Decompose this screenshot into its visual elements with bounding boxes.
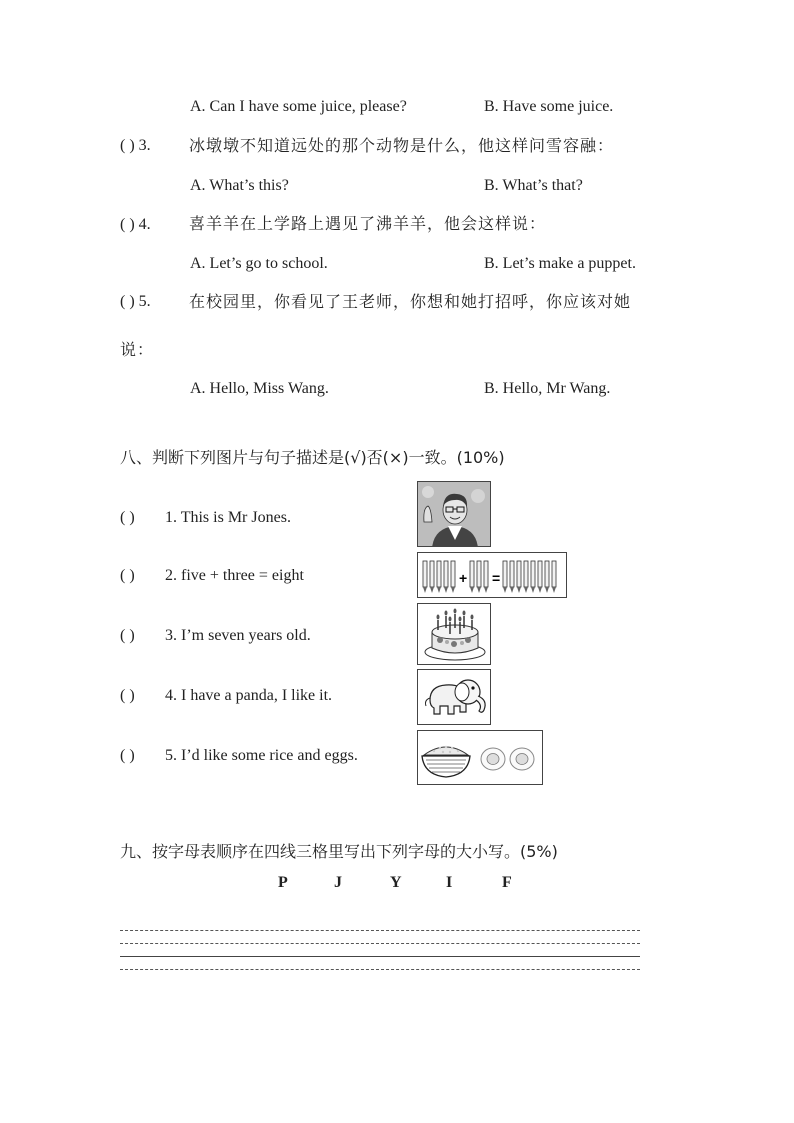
letter-y: Y [390,874,402,891]
section-9-title: 九、按字母表顺序在四线三格里写出下列字母的大小写。(5%) [120,842,558,861]
q5-stem: 在校园里，你看见了王老师，你想和她打招呼，你应该对她 [189,292,632,311]
p8-q2-text: 2. five + three = eight [165,567,304,584]
svg-text:=: = [492,570,501,586]
q2-option-a: A. Can I have some juice, please? [190,98,407,115]
q4-stem: 喜羊羊在上学路上遇见了沸羊羊，他会这样说： [189,214,547,233]
q5-answer-blank[interactable]: ( ) 5. [120,293,151,310]
p8-q3-text: 3. I’m seven years old. [165,627,311,644]
pencil-icon [517,561,521,593]
elephant-picture [417,669,491,725]
p8-q1-answer-blank[interactable]: ( ) [120,509,135,526]
grid-line-1 [120,930,640,931]
p8-q1-text: 1. This is Mr Jones. [165,509,291,526]
q5-option-b: B. Hello, Mr Wang. [484,380,611,397]
birthday-cake-picture [417,603,491,665]
q4-option-b: B. Let’s make a puppet. [484,255,636,272]
p8-q4-answer-blank[interactable]: ( ) [120,687,135,704]
rice-and-eggs-picture [417,730,543,785]
p8-q4-text: 4. I have a panda, I like it. [165,687,333,704]
pencil-icon [437,561,441,593]
letter-p: P [278,874,288,891]
pencil-icon [477,561,481,593]
svg-text:+: + [459,570,468,586]
p8-q2-answer-blank[interactable]: ( ) [120,567,135,584]
pencil-icon [552,561,556,593]
pencil-icon [444,561,448,593]
q4-option-a: A. Let’s go to school. [190,255,328,272]
pencil-icon [524,561,528,593]
p8-q3-answer-blank[interactable]: ( ) [120,627,135,644]
pencil-icon [423,561,427,593]
pencil-icon [531,561,535,593]
q3-stem: 冰墩墩不知道远处的那个动物是什么，他这样问雪容融： [189,136,615,155]
letter-f: F [502,874,512,891]
pencil-icon [470,561,474,593]
section-8-title: 八、判断下列图片与句子描述是(√)否(×)一致。(10%) [120,448,505,467]
grid-line-4 [120,969,640,970]
pencil-icon [538,561,542,593]
pencil-icon [510,561,514,593]
q5-option-a: A. Hello, Miss Wang. [190,380,329,397]
q5-stem-continued: 说： [120,340,155,359]
p8-q5-text: 5. I’d like some rice and eggs. [165,747,358,764]
letter-i: I [446,874,453,891]
q2-option-b: B. Have some juice. [484,98,614,115]
pencils-equation-picture [417,552,567,598]
pencil-icon [503,561,507,593]
letter-j: J [334,874,342,891]
grid-line-2 [120,943,640,944]
pencil-icon [430,561,434,593]
q4-answer-blank[interactable]: ( ) 4. [120,216,151,233]
grid-line-3 [120,956,640,957]
man-portrait-picture [417,481,491,547]
pencil-icon [545,561,549,593]
p8-q5-answer-blank[interactable]: ( ) [120,747,135,764]
q3-option-b: B. What’s that? [484,177,583,194]
pencil-icon [484,561,488,593]
q3-answer-blank[interactable]: ( ) 3. [120,137,151,154]
q3-option-a: A. What’s this? [190,177,289,194]
pencil-icon [451,561,455,593]
